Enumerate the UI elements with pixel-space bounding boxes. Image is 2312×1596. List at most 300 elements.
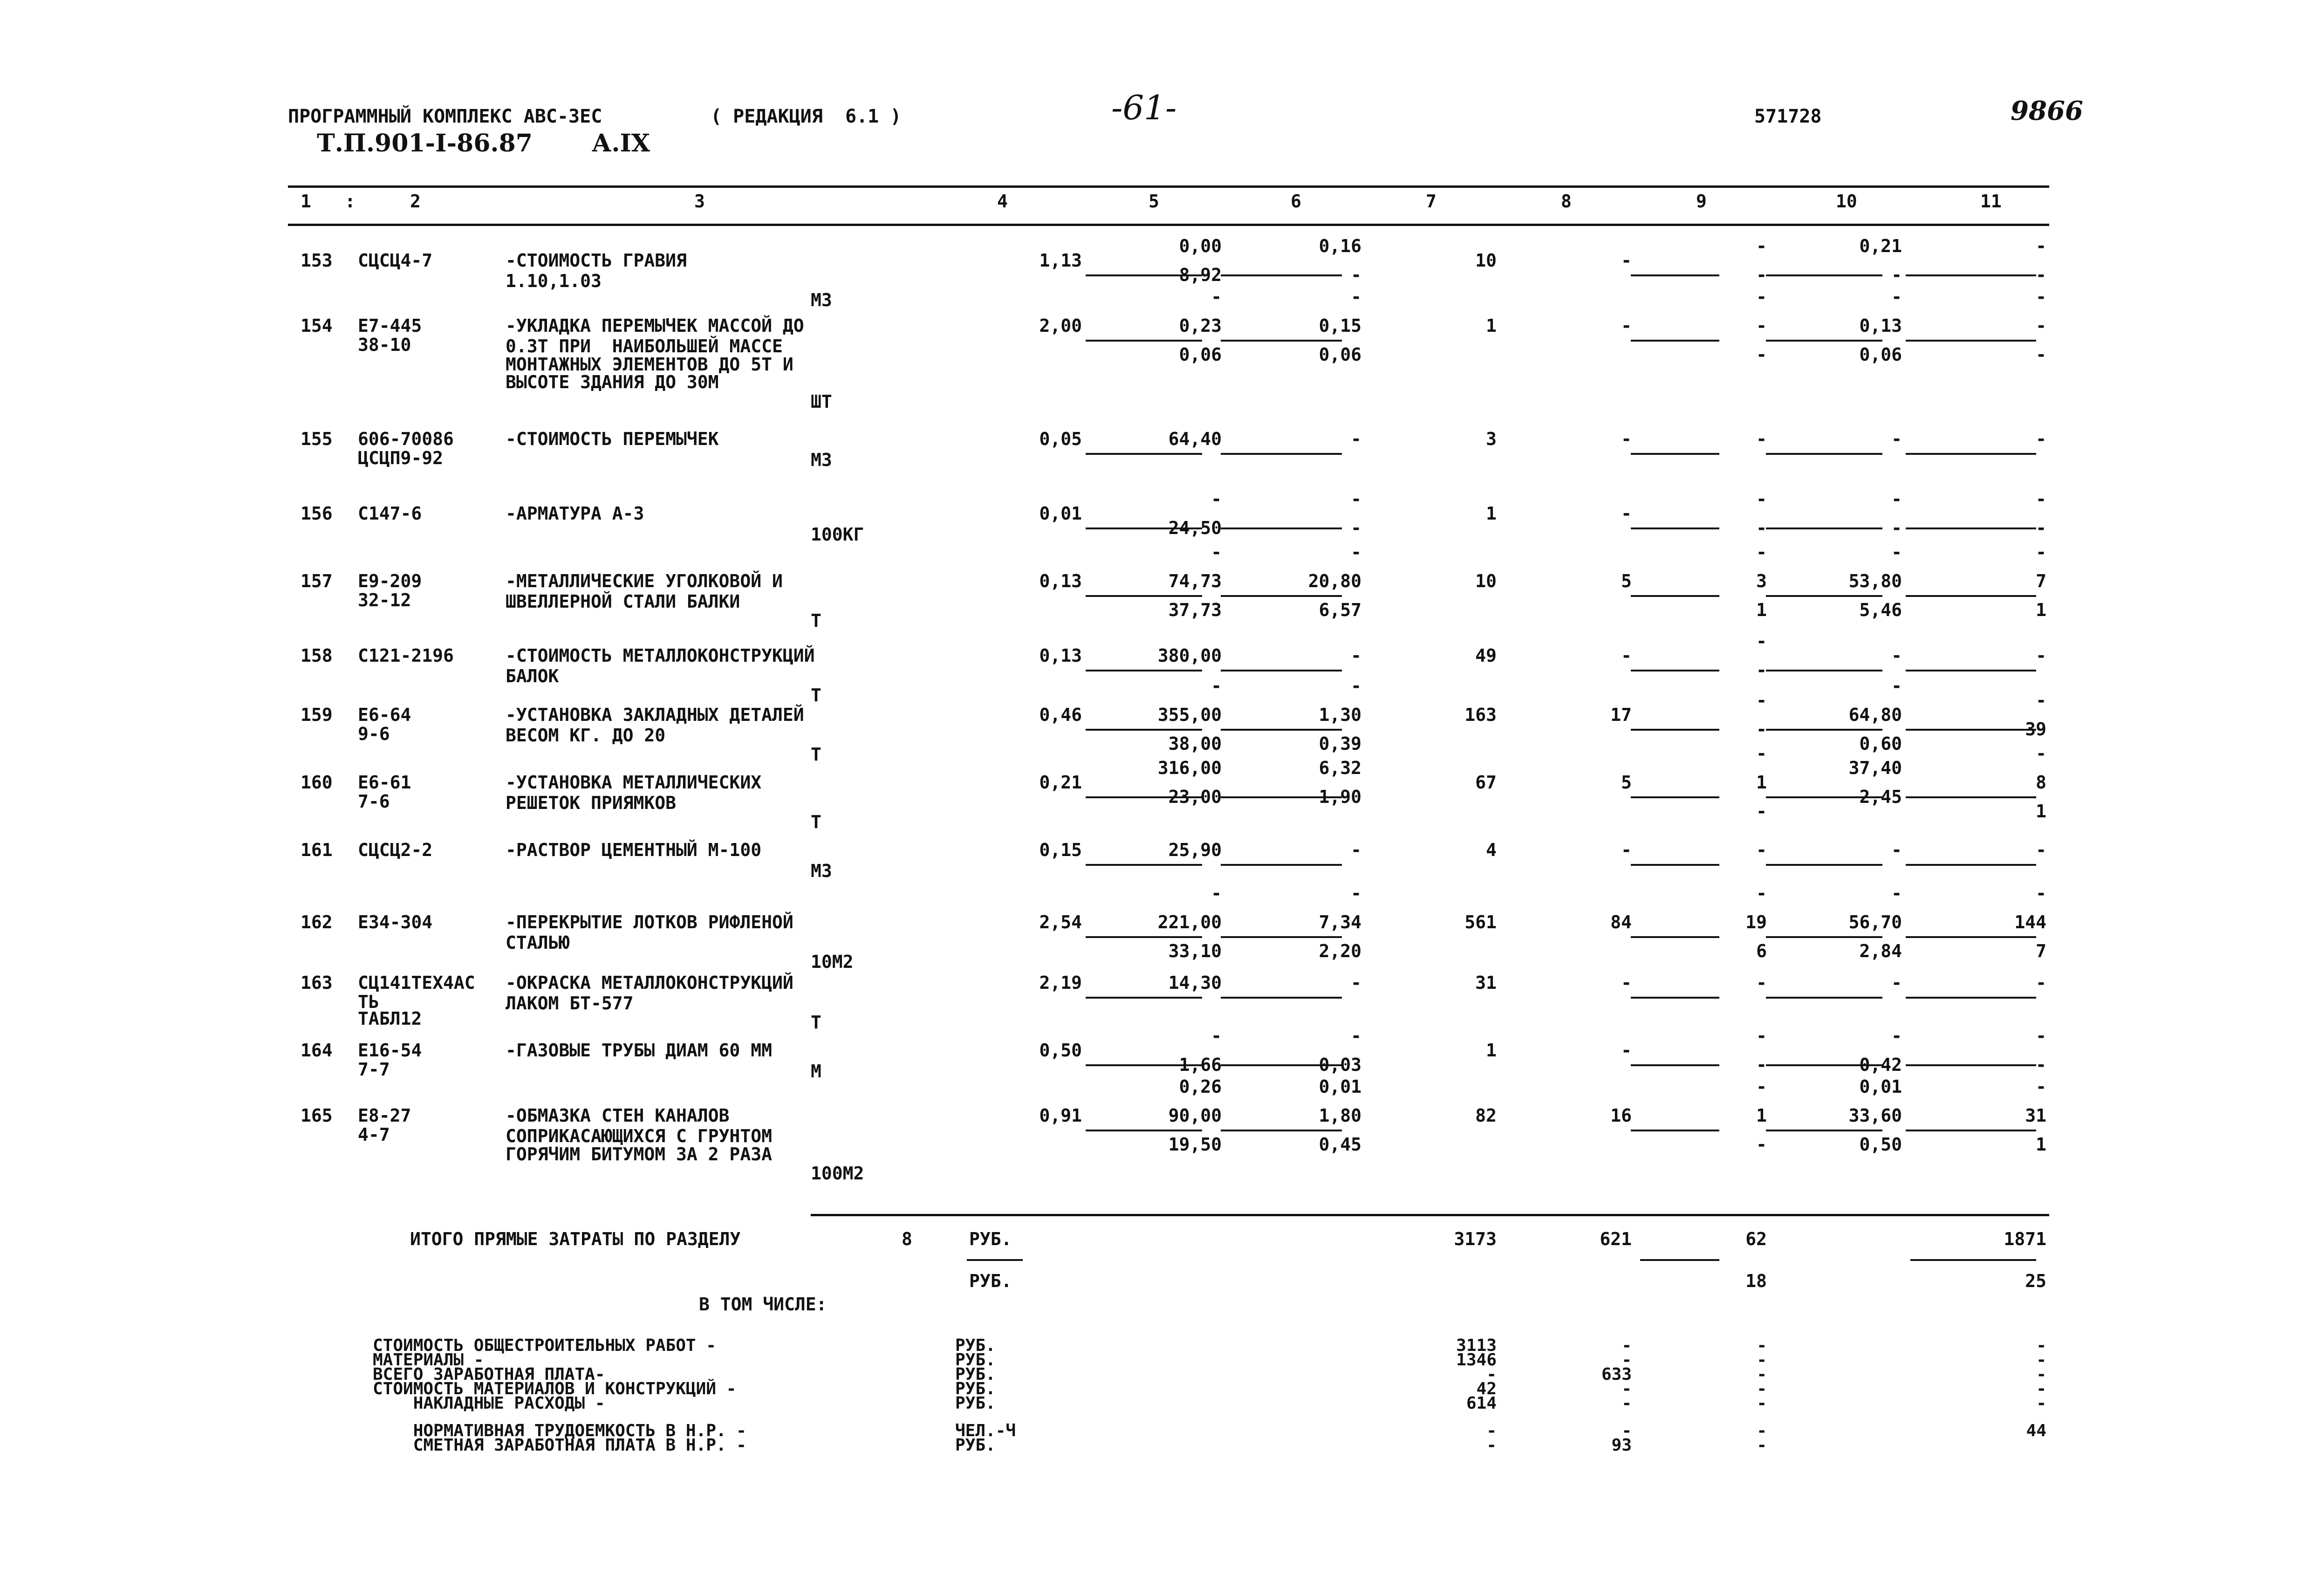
row-col6: -: [1351, 645, 1361, 666]
summary-label: НАКЛАДНЫЕ РАСХОДЫ -: [373, 1394, 605, 1413]
row-quantity: 0,50: [1039, 1040, 1082, 1061]
column-header-1: 1: [301, 191, 311, 212]
row-col7: 67: [1475, 772, 1497, 793]
cell-underline: [1631, 796, 1719, 798]
row-col8: 5: [1621, 571, 1632, 591]
row-col5: 64,40: [1168, 429, 1222, 449]
row-col6: 2,20: [1319, 941, 1361, 962]
column-header-sep: :: [345, 191, 356, 212]
row-col8: -: [1621, 315, 1632, 336]
program-title: ПРОГРАММНЫЙ КОМПЛЕКС АВС-ЗЕС: [288, 106, 602, 127]
cell-underline: [1086, 527, 1202, 529]
column-header-11: 11: [1980, 191, 2002, 212]
row-description: СОПРИКАСАЮЩИХСЯ С ГРУНТОМ: [506, 1126, 772, 1147]
row-col10: -: [1891, 265, 1902, 286]
row-col11: 39: [2025, 719, 2046, 740]
row-col5: 355,00: [1157, 705, 1222, 725]
row-code-line: 9-6: [358, 723, 390, 744]
row-unit: Т: [811, 811, 821, 832]
row-quantity: 0,13: [1039, 571, 1082, 591]
cell-underline: [1906, 274, 2036, 276]
cell-underline: [1221, 796, 1342, 798]
row-col9: 1: [1756, 772, 1767, 793]
row-code: СЦСЦ4-7: [358, 250, 433, 271]
row-number: 153: [301, 250, 333, 271]
row-col7: 10: [1475, 250, 1497, 271]
cell-underline: [1766, 1064, 1882, 1066]
cell-underline: [1906, 997, 2036, 999]
row-col11: -: [2036, 315, 2046, 336]
cell-underline: [1766, 796, 1882, 798]
row-number: 160: [301, 772, 333, 793]
row-col9: -: [1756, 315, 1767, 336]
row-col10: 0,01: [1859, 1076, 1902, 1097]
row-col5: 24,50: [1168, 518, 1222, 539]
column-header-2: 2: [410, 191, 421, 212]
row-col9: -: [1756, 1055, 1767, 1075]
row-col11: -: [2036, 883, 2046, 904]
row-col7: 82: [1475, 1105, 1497, 1126]
cell-underline: [1086, 997, 1202, 999]
cell-underline: [1631, 936, 1719, 938]
row-col11: -: [2036, 1076, 2046, 1097]
row-col6: -: [1351, 675, 1361, 696]
row-col9: -: [1756, 660, 1767, 681]
row-description: 1.10,1.03: [506, 271, 602, 292]
cell-underline: [1631, 1130, 1719, 1131]
row-code-line: ТАБЛ12: [358, 1008, 422, 1029]
cell-underline: [1906, 936, 2036, 938]
row-description: ВЕСОМ КГ. ДО 20: [506, 725, 666, 746]
row-col7: 49: [1475, 645, 1497, 666]
summary-col8: -: [1621, 1421, 1632, 1440]
cell-underline: [1221, 1064, 1342, 1066]
row-col9: -: [1756, 286, 1767, 307]
row-col5: -: [1211, 675, 1222, 696]
row-unit: М3: [811, 450, 832, 471]
row-description: -АРМАТУРА А-3: [506, 503, 644, 524]
summary-col8: -: [1621, 1350, 1632, 1370]
row-col7: 3: [1486, 429, 1497, 449]
row-col8: -: [1621, 973, 1632, 993]
row-col7: 31: [1475, 973, 1497, 993]
row-col11: -: [2036, 344, 2046, 365]
row-unit: 100М2: [811, 1163, 864, 1184]
row-col10: -: [1891, 645, 1902, 666]
summary-unit: РУБ.: [955, 1350, 996, 1370]
cell-underline: [1631, 527, 1719, 529]
cell-underline: [1906, 595, 2036, 597]
row-number: 158: [301, 645, 333, 666]
row-col5: 1,66: [1179, 1055, 1222, 1075]
cell-underline: [1906, 527, 2036, 529]
row-quantity: 0,13: [1039, 645, 1082, 666]
cell-underline: [1221, 453, 1342, 455]
row-description: РЕШЕТОК ПРИЯМКОВ: [506, 793, 677, 814]
row-col6: 0,16: [1319, 235, 1361, 256]
row-col7: 1: [1486, 315, 1497, 336]
cell-underline: [1086, 453, 1202, 455]
sheet-number: 9866: [2011, 96, 2083, 126]
row-description: -ОБМАЗКА СТЕН КАНАЛОВ: [506, 1105, 730, 1126]
row-description: СТАЛЬЮ: [506, 932, 570, 953]
cell-underline: [1766, 274, 1882, 276]
row-quantity: 0,91: [1039, 1105, 1082, 1126]
row-col10: 0,21: [1859, 235, 1902, 256]
totals-unit-2: РУБ.: [969, 1271, 1012, 1291]
row-unit: Т: [811, 685, 821, 706]
row-code: СЦ141ТЕХ4АС: [358, 973, 475, 993]
column-header-10: 10: [1836, 191, 1857, 212]
row-col11: -: [2036, 265, 2046, 286]
row-col5: 37,73: [1168, 600, 1222, 621]
cell-underline: [1766, 340, 1882, 342]
row-quantity: 2,19: [1039, 973, 1082, 993]
row-code-line: 7-6: [358, 791, 390, 812]
row-col8: 17: [1610, 705, 1632, 725]
row-col9: -: [1756, 429, 1767, 449]
row-col9: -: [1756, 265, 1767, 286]
row-col10: 56,70: [1848, 912, 1902, 932]
summary-col9: -: [1757, 1421, 1767, 1440]
row-col9: 3: [1756, 571, 1767, 591]
row-col5: -: [1211, 1025, 1222, 1046]
cell-underline: [1906, 796, 2036, 798]
row-col10: 37,40: [1848, 757, 1902, 778]
row-description: -УСТАНОВКА МЕТАЛЛИЧЕСКИХ: [506, 772, 762, 793]
row-col11: -: [2036, 1025, 2046, 1046]
row-col7: 10: [1475, 571, 1497, 591]
row-col5: 14,30: [1168, 973, 1222, 993]
row-description: ЛАКОМ БТ-577: [506, 993, 634, 1014]
row-col9: -: [1756, 883, 1767, 904]
row-col8: 16: [1610, 1105, 1632, 1126]
row-description: -СТОИМОСТЬ ПЕРЕМЫЧЕК: [506, 429, 719, 449]
summary-col9: -: [1757, 1336, 1767, 1355]
row-number: 164: [301, 1040, 333, 1061]
row-col6: 1,90: [1319, 787, 1361, 808]
row-col5: 316,00: [1157, 757, 1222, 778]
summary-unit: РУБ.: [955, 1336, 996, 1355]
summary-col8: 633: [1601, 1365, 1632, 1384]
row-code-line: ТЬ: [358, 991, 379, 1012]
row-col6: -: [1351, 488, 1361, 509]
cell-underline: [1086, 729, 1202, 731]
edition-label: ( РЕДАКЦИЯ 6.1 ): [711, 106, 902, 127]
row-col8: 5: [1621, 772, 1632, 793]
row-col10: 53,80: [1848, 571, 1902, 591]
row-col11: 1: [2036, 600, 2046, 621]
summary-col7: 614: [1466, 1394, 1497, 1413]
row-description: БАЛОК: [506, 666, 559, 687]
column-header-8: 8: [1561, 191, 1572, 212]
row-col10: -: [1891, 883, 1902, 904]
cell-underline: [1906, 864, 2036, 866]
row-col11: -: [2036, 429, 2046, 449]
summary-col7: -: [1486, 1365, 1497, 1384]
row-col8: -: [1621, 429, 1632, 449]
row-col5: -: [1211, 883, 1222, 904]
cell-underline: [1631, 864, 1719, 866]
row-code-line: ЦСЦП9-92: [358, 447, 444, 468]
totals-col11-2: 25: [2025, 1271, 2046, 1291]
row-col9: -: [1756, 840, 1767, 860]
row-col6: 0,45: [1319, 1134, 1361, 1155]
summary-col9: -: [1757, 1379, 1767, 1398]
cell-underline: [1906, 453, 2036, 455]
row-unit: М3: [811, 289, 832, 310]
row-col11: 7: [2036, 571, 2046, 591]
row-col5: -: [1211, 488, 1222, 509]
row-col10: -: [1891, 429, 1902, 449]
summary-col11: 44: [2026, 1421, 2046, 1440]
cell-underline: [1086, 864, 1202, 866]
row-col9: -: [1756, 518, 1767, 539]
summary-label: СТОИМОСТЬ ОБЩЕСТРОИТЕЛЬНЫХ РАБОТ -: [373, 1336, 716, 1355]
cell-underline: [1766, 729, 1882, 731]
row-col5: 90,00: [1168, 1105, 1222, 1126]
row-col11: -: [2036, 645, 2046, 666]
row-description: -МЕТАЛЛИЧЕСКИЕ УГОЛКОВОЙ И: [506, 571, 783, 591]
row-col5: 380,00: [1157, 645, 1222, 666]
cell-underline: [1086, 340, 1202, 342]
row-col6: 6,57: [1319, 600, 1361, 621]
summary-label: МАТЕРИАЛЫ -: [373, 1350, 484, 1370]
totals-col8: 621: [1600, 1229, 1632, 1249]
row-col9: -: [1756, 1025, 1767, 1046]
including-label: В ТОМ ЧИСЛЕ:: [699, 1294, 827, 1315]
column-header-4: 4: [997, 191, 1008, 212]
column-header-6: 6: [1291, 191, 1301, 212]
row-unit: 100КГ: [811, 524, 864, 545]
totals-col9: 62: [1745, 1229, 1767, 1249]
row-description: -ОКРАСКА МЕТАЛЛОКОНСТРУКЦИЙ: [506, 973, 793, 993]
row-col7: 561: [1464, 912, 1497, 932]
row-code-line: 38-10: [358, 334, 411, 355]
row-col6: 0,03: [1319, 1055, 1361, 1075]
row-col10: -: [1891, 1025, 1902, 1046]
row-unit: Т: [811, 610, 821, 631]
cell-underline: [1221, 997, 1342, 999]
cell-underline: [1221, 527, 1342, 529]
row-col6: -: [1351, 286, 1361, 307]
row-col5: 25,90: [1168, 840, 1222, 860]
row-code: Е9-209: [358, 571, 422, 591]
cell-underline: [1221, 670, 1342, 671]
cell-underline: [1221, 595, 1342, 597]
row-col9: -: [1756, 719, 1767, 740]
row-col9: -: [1756, 488, 1767, 509]
row-col9: -: [1756, 801, 1767, 822]
cell-underline: [1086, 936, 1202, 938]
row-col9: -: [1756, 1134, 1767, 1155]
row-col5: -: [1211, 286, 1222, 307]
cell-underline: [1221, 274, 1342, 276]
row-number: 157: [301, 571, 333, 591]
totals-col9-2: 18: [1745, 1271, 1767, 1291]
cell-underline: [1766, 997, 1882, 999]
row-unit: ШТ: [811, 391, 832, 412]
row-col9: -: [1756, 743, 1767, 764]
row-col10: 0,13: [1859, 315, 1902, 336]
row-col10: 64,80: [1848, 705, 1902, 725]
row-col11: -: [2036, 840, 2046, 860]
row-col6: -: [1351, 973, 1361, 993]
row-col5: 33,10: [1168, 941, 1222, 962]
summary-unit: РУБ.: [955, 1436, 996, 1455]
row-col11: 8: [2036, 772, 2046, 793]
row-col11: 1: [2036, 1134, 2046, 1155]
row-quantity: 0,15: [1039, 840, 1082, 860]
row-col11: -: [2036, 973, 2046, 993]
row-col6: 0,01: [1319, 1076, 1361, 1097]
summary-label: СМЕТНАЯ ЗАРАБОТНАЯ ПЛАТА В Н.Р. -: [373, 1436, 746, 1455]
row-col9: -: [1756, 630, 1767, 651]
row-col11: -: [2036, 743, 2046, 764]
row-code: Е34-304: [358, 912, 433, 932]
row-col9: -: [1756, 1076, 1767, 1097]
row-col11: 31: [2025, 1105, 2046, 1126]
totals-section: 8: [902, 1229, 912, 1249]
row-col8: -: [1621, 503, 1632, 524]
row-number: 162: [301, 912, 333, 932]
row-quantity: 0,21: [1039, 772, 1082, 793]
row-col7: 1: [1486, 503, 1497, 524]
doc-reference: Т.П.901-I-86.87: [317, 129, 533, 158]
row-col6: -: [1351, 265, 1361, 286]
row-col10: 2,84: [1859, 941, 1902, 962]
row-col6: 1,30: [1319, 705, 1361, 725]
row-quantity: 2,00: [1039, 315, 1082, 336]
row-code: Е8-27: [358, 1105, 411, 1126]
row-col10: 0,06: [1859, 344, 1902, 365]
summary-col9: -: [1757, 1350, 1767, 1370]
row-col6: -: [1351, 429, 1361, 449]
totals-rule: [811, 1214, 2049, 1216]
summary-col7: 3113: [1456, 1336, 1497, 1355]
row-col10: -: [1891, 973, 1902, 993]
cell-underline: [1766, 670, 1882, 671]
cell-underline: [1631, 997, 1719, 999]
cell-underline: [1766, 1130, 1882, 1131]
row-number: 154: [301, 315, 333, 336]
row-description: -ГАЗОВЫЕ ТРУБЫ ДИАМ 60 ММ: [506, 1040, 772, 1061]
cell-underline: [1766, 595, 1882, 597]
cell-underline: [1086, 1130, 1202, 1131]
row-description: -СТОИМОСТЬ ГРАВИЯ: [506, 250, 687, 271]
row-code-line: 32-12: [358, 589, 411, 610]
cell-underline: [1631, 453, 1719, 455]
row-col5: 23,00: [1168, 787, 1222, 808]
row-col5: -: [1211, 541, 1222, 562]
row-col11: 7: [2036, 941, 2046, 962]
cell-underline: [1221, 729, 1342, 731]
page-number: -61-: [1111, 88, 1177, 127]
row-col11: -: [2036, 235, 2046, 256]
row-number: 159: [301, 705, 333, 725]
row-number: 156: [301, 503, 333, 524]
row-col7: 163: [1464, 705, 1497, 725]
cell-underline: [1766, 527, 1882, 529]
row-col5: 0,23: [1179, 315, 1222, 336]
row-col9: 19: [1745, 912, 1767, 932]
row-description: 0.3Т ПРИ НАИБОЛЬШЕЙ МАССЕ: [506, 336, 783, 357]
row-col11: 144: [2014, 912, 2046, 932]
row-col10: 0,60: [1859, 733, 1902, 754]
totals-underline-col9: [1640, 1259, 1719, 1261]
row-number: 161: [301, 840, 333, 860]
row-col9: -: [1756, 973, 1767, 993]
row-col6: 0,06: [1319, 344, 1361, 365]
row-quantity: 0,01: [1039, 503, 1082, 524]
summary-label: НОРМАТИВНАЯ ТРУДОЕМКОСТЬ В Н.Р. -: [373, 1421, 746, 1440]
row-number: 163: [301, 973, 333, 993]
cell-underline: [1906, 1064, 2036, 1066]
row-quantity: 2,54: [1039, 912, 1082, 932]
totals-col11: 1871: [2004, 1229, 2046, 1249]
row-col6: 7,34: [1319, 912, 1361, 932]
cell-underline: [1221, 864, 1342, 866]
cell-underline: [1906, 729, 2036, 731]
cell-underline: [1631, 670, 1719, 671]
column-header-3: 3: [694, 191, 705, 212]
totals-label: ИТОГО ПРЯМЫЕ ЗАТРАТЫ ПО РАЗДЕЛУ: [410, 1229, 741, 1249]
summary-col7: 1346: [1456, 1350, 1497, 1370]
row-col11: -: [2036, 1055, 2046, 1075]
row-description: -ПЕРЕКРЫТИЕ ЛОТКОВ РИФЛЕНОЙ: [506, 912, 793, 932]
totals-col7: 3173: [1454, 1229, 1497, 1249]
summary-col11: -: [2036, 1394, 2046, 1413]
row-col9: -: [1756, 235, 1767, 256]
row-col9: 1: [1756, 600, 1767, 621]
summary-unit: ЧЕЛ.-Ч: [955, 1421, 1016, 1440]
row-col5: 0,00: [1179, 235, 1222, 256]
row-code: Е6-61: [358, 772, 411, 793]
row-description: МОНТАЖНЫХ ЭЛЕМЕНТОВ ДО 5Т И: [506, 354, 793, 375]
summary-col11: -: [2036, 1365, 2046, 1384]
row-description: ШВЕЛЛЕРНОЙ СТАЛИ БАЛКИ: [506, 591, 740, 612]
row-col6: 6,32: [1319, 757, 1361, 778]
row-code: Е7-445: [358, 315, 422, 336]
summary-unit: РУБ.: [955, 1365, 996, 1384]
cell-underline: [1906, 340, 2036, 342]
cell-underline: [1221, 340, 1342, 342]
row-col7: 1: [1486, 1040, 1497, 1061]
cell-underline: [1766, 453, 1882, 455]
cell-underline: [1631, 595, 1719, 597]
summary-col7: -: [1486, 1436, 1497, 1455]
row-col8: 84: [1610, 912, 1632, 932]
cell-underline: [1766, 936, 1882, 938]
row-description: ГОРЯЧИМ БИТУМОМ ЗА 2 РАЗА: [506, 1144, 772, 1164]
row-code-line: 7-7: [358, 1059, 390, 1080]
row-col5: 0,06: [1179, 344, 1222, 365]
row-description: -РАСТВОР ЦЕМЕНТНЫЙ М-100: [506, 840, 762, 860]
row-col11: -: [2036, 286, 2046, 307]
row-col6: -: [1351, 541, 1361, 562]
row-col6: 20,80: [1308, 571, 1361, 591]
row-col6: -: [1351, 840, 1361, 860]
row-col10: -: [1891, 518, 1902, 539]
row-col6: -: [1351, 518, 1361, 539]
row-col10: -: [1891, 488, 1902, 509]
row-col9: 1: [1756, 1105, 1767, 1126]
cell-underline: [1221, 1130, 1342, 1131]
summary-col8: 93: [1611, 1436, 1632, 1455]
summary-col7: -: [1486, 1421, 1497, 1440]
row-code: С121-2196: [358, 645, 454, 666]
row-col8: -: [1621, 1040, 1632, 1061]
